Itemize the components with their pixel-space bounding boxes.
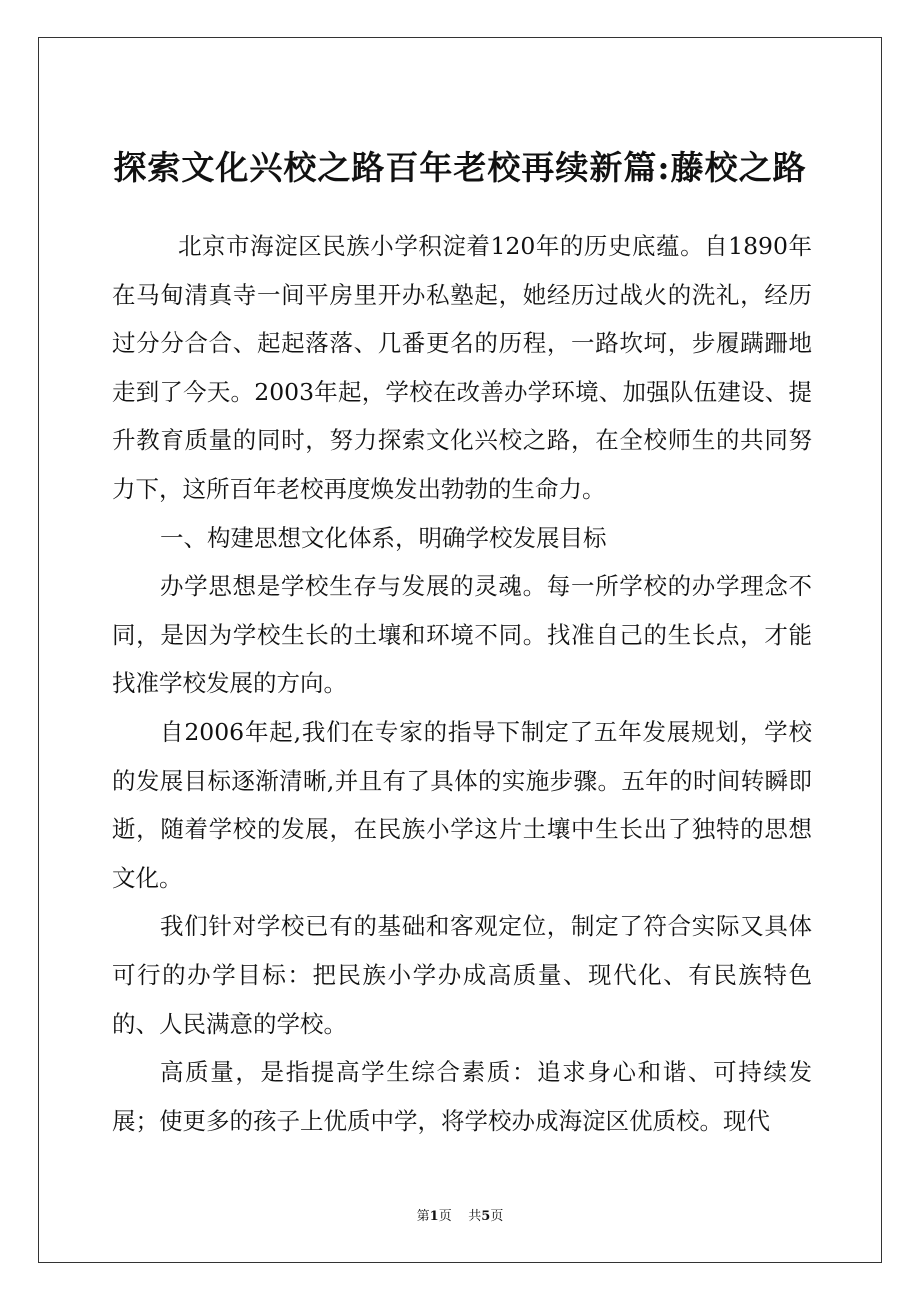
footer-total-prefix: 共 — [468, 1209, 482, 1224]
document-title: 探索文化兴校之路百年老校再续新篇:藤校之路 — [113, 148, 807, 187]
current-page-number: 1 — [429, 1209, 439, 1224]
footer-prefix: 第 — [416, 1209, 430, 1224]
footer-page-suffix: 页 — [438, 1209, 452, 1224]
paragraph: 自2006年起,我们在专家的指导下制定了五年发展规划，学校的发展目标逐渐清晰,并且有了具体的实施步骤。五年的时间转瞬即逝，随着学校的发展，在民族小学这片土壤中生长出了独特的思想文化。 — [112, 717, 812, 892]
document-body — [112, 222, 812, 1145]
paragraph: 办学思想是学校生存与发展的灵魂。每一所学校的办学理念不同，是因为学校生长的土壤和环境不同。找准自己的生长点，才能找准学校发展的方向。 — [112, 572, 812, 698]
section-heading-1: 一、构建思想文化体系，明确学校发展目标 — [160, 523, 607, 552]
page-footer — [0, 1208, 920, 1226]
paragraph-intro: 北京市海淀区民族小学积淀着120年的历史底蕴。自1890年在马甸清真寺一间平房里开办私塾起，她经历过战火的洗礼，经历过分分合合、起起落落、几番更名的历程，一路坎坷，步履蹒跚地走到了今天。2003年起，学校在改善办学环境、加强队伍建设、提升教育质量的同时，努力探索文化兴校之路，在全校师生的共同努力下，这所百年老校再度焕发出勃勃的生命力。 — [112, 232, 812, 503]
footer-total-suffix: 页 — [490, 1209, 504, 1224]
paragraph: 高质量，是指提高学生综合素质：追求身心和谐、可持续发展；使更多的孩子上优质中学，将学校办成海淀区优质校。现代 — [112, 1058, 812, 1135]
paragraph: 我们针对学校已有的基础和客观定位，制定了符合实际又具体可行的办学目标：把民族小学办成高质量、现代化、有民族特色的、人民满意的学校。 — [112, 912, 812, 1038]
total-pages-number: 5 — [481, 1209, 491, 1224]
